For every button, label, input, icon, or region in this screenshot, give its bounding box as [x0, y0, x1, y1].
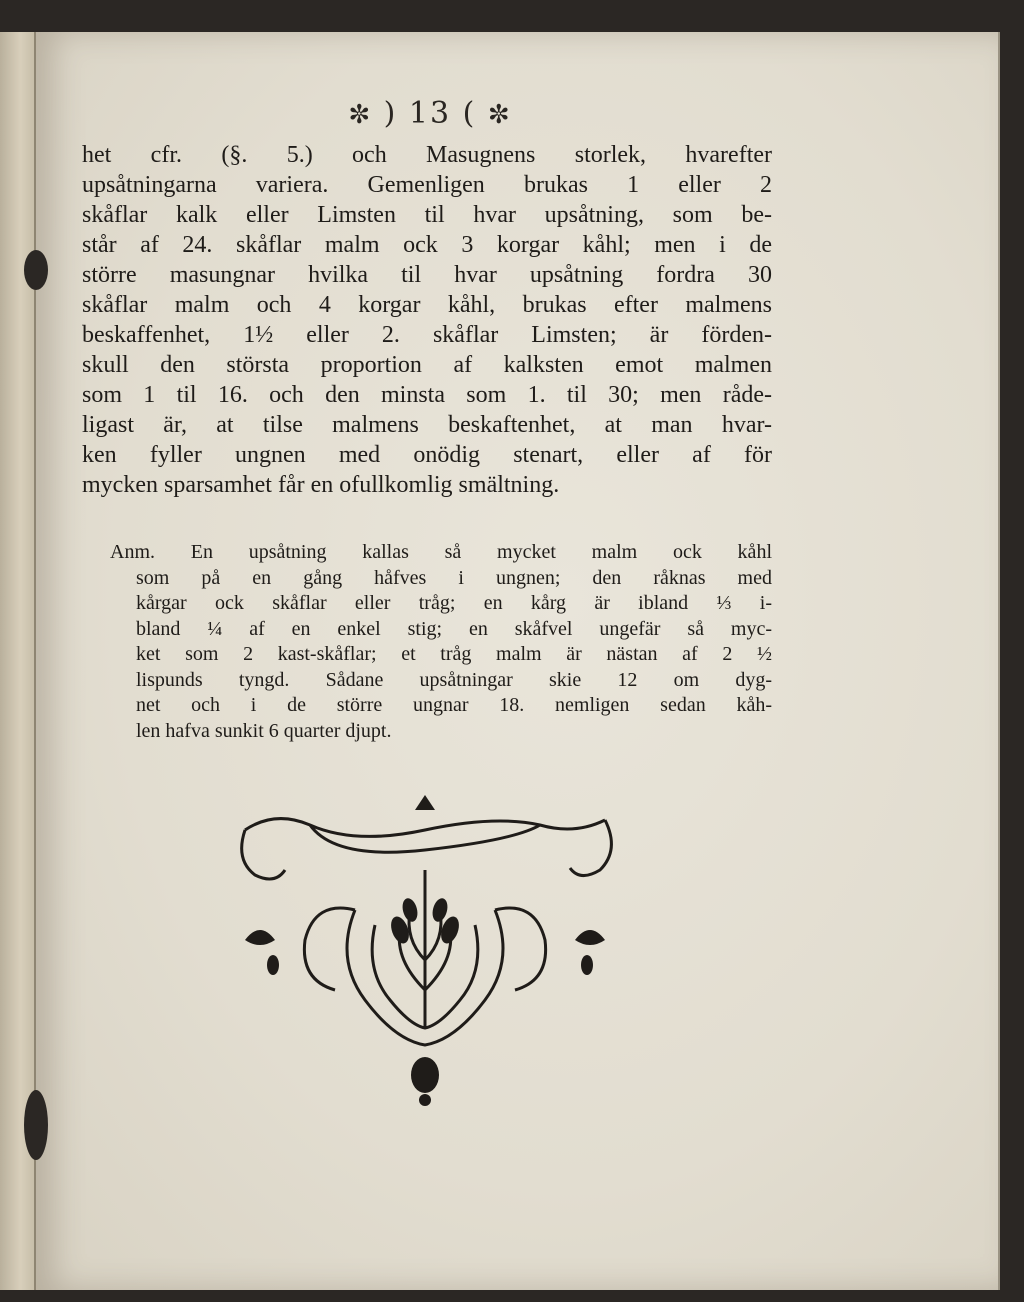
page-tear-top [24, 250, 48, 290]
text-line: upsåtningarna variera. Gemenligen brukas 1 eller 2 [82, 172, 772, 198]
note-line: ket som 2 kast-skåflar; et tråg malm är nästan af 2 ½ [136, 643, 772, 665]
note-line: lispunds tyngd. Sådane upsåtningar skie 12 om dyg- [136, 668, 772, 691]
text-line: ligast är, at tilse malmens beskaftenhet, at man hvar- [82, 412, 772, 438]
tailpiece-ornament [215, 790, 635, 1110]
text-line: större masungnar hvilka til hvar upsåtning fordra 30 [82, 262, 772, 288]
header-ornament-left: ✼ [348, 100, 373, 130]
note-line: som på en gång håfves i ungnen; den råknas med [136, 566, 772, 589]
note-line: kårgar ock skåflar eller tråg; en kårg är ibland ⅓ i- [136, 592, 772, 614]
page-header [300, 96, 560, 131]
page-number: ) 13 ( [383, 96, 477, 131]
text-line: står af 24. skåflar malm ock 3 korgar kåhl; men i de [82, 232, 772, 258]
note-line: bland ¼ af en enkel stig; en skåfvel ungefär så myc- [136, 617, 772, 640]
text-line: som 1 til 16. och den minsta som 1. til 30; men råde- [82, 382, 772, 408]
text-line: skåflar kalk eller Limsten til hvar upsåtning, som be- [82, 202, 772, 228]
text-line: ken fyller ungnen med onödig stenart, eller af för [82, 442, 772, 468]
note-line: len hafva sunkit 6 quarter djupt. [136, 719, 392, 742]
text-line: het cfr. (§. 5.) och Masugnens storlek, hvarefter [82, 142, 772, 168]
annotation-note [82, 540, 772, 744]
text-line: beskaffenhet, 1½ eller 2. skåflar Limsten; är förden- [82, 322, 772, 348]
page-tear-bottom [24, 1090, 48, 1160]
note-line: Anm. En upsåtning kallas så mycket malm ock kåhl [110, 541, 772, 563]
main-paragraph [82, 140, 772, 500]
header-ornament-right: ✼ [487, 100, 512, 130]
text-line: skull den största proportion af kalksten emot malmen [82, 352, 772, 378]
note-line: net och i de större ungnar 18. nemligen sedan kåh- [136, 694, 772, 716]
text-line: skåflar malm och 4 korgar kåhl, brukas efter malmens [82, 292, 772, 318]
text-line: mycken sparsamhet får en ofullkomlig smältning. [82, 472, 560, 498]
